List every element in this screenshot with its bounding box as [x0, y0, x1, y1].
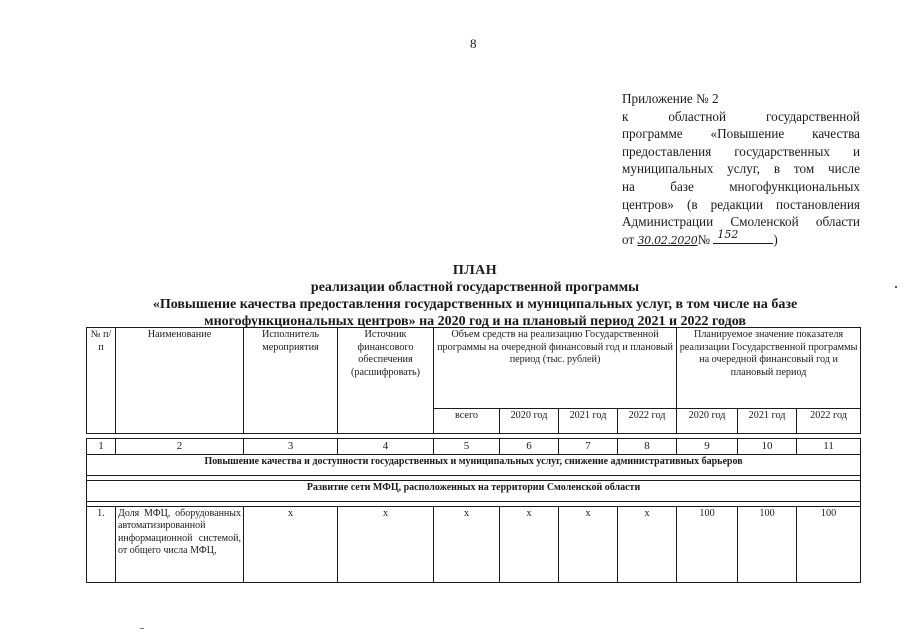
- column-number: 11: [797, 439, 861, 455]
- section-row: [87, 454, 861, 475]
- column-number-row: [87, 439, 861, 455]
- row-funds-2022: x: [618, 506, 677, 582]
- column-number: 10: [738, 439, 797, 455]
- heading-line-4: многофункциональных центров» на 2020 год и на плановый период 2021 и 2022 годов: [204, 314, 746, 329]
- section-title-1: Повышение качества и доступности государственных и муниципальных услуг, снижение административных барьеров: [87, 454, 861, 475]
- column-number: 5: [434, 439, 500, 455]
- header-executor: Исполнитель мероприятия: [244, 328, 338, 434]
- row-total: x: [434, 506, 500, 582]
- number-prefix: №: [697, 231, 711, 247]
- appendix-line: центров» (в редакции постановления: [622, 196, 860, 212]
- header-source: Источник финансового обеспечения (расшифровать): [338, 328, 434, 434]
- row-indicator-2020: 100: [677, 506, 738, 582]
- column-number: 1: [87, 439, 116, 455]
- scan-artifact: [140, 628, 144, 629]
- section-row: [87, 480, 861, 501]
- subheader-cell: 2022 год: [797, 409, 861, 434]
- row-funds-2021: x: [559, 506, 618, 582]
- plan-table: [86, 327, 861, 583]
- appendix-block: [622, 90, 860, 249]
- number-blank: [713, 228, 753, 244]
- row-funds-2020: x: [500, 506, 559, 582]
- subheader-cell: всего: [434, 409, 500, 434]
- heading-line-1: ПЛАН: [452, 263, 498, 278]
- table-row: [87, 506, 861, 582]
- subheader-cell: 2022 год: [618, 409, 677, 434]
- header-name: Наименование: [116, 328, 244, 434]
- row-indicator-2021: 100: [738, 506, 797, 582]
- column-number: 7: [559, 439, 618, 455]
- column-number: 4: [338, 439, 434, 455]
- appendix-signature-line: [622, 228, 860, 250]
- row-indicator-2022: 100: [797, 506, 861, 582]
- page-number: 8: [470, 36, 477, 51]
- appendix-line: муниципальных услуг, в том числе: [622, 161, 860, 177]
- header-num: № п/п: [87, 328, 116, 434]
- column-number: 2: [116, 439, 244, 455]
- handwritten-date: 30.02.2020: [637, 233, 698, 247]
- column-number: 8: [618, 439, 677, 455]
- plan-title: [110, 262, 840, 330]
- subheader-cell: 2021 год: [738, 409, 797, 434]
- subheader-cell: 2021 год: [559, 409, 618, 434]
- column-number: 9: [677, 439, 738, 455]
- column-number: 6: [500, 439, 559, 455]
- table-header-row: [87, 328, 861, 409]
- heading-line-3: «Повышение качества предоставления государственных и муниципальных услуг, в том числе на базе: [152, 297, 798, 312]
- subheader-cell: 2020 год: [677, 409, 738, 434]
- row-executor: x: [244, 506, 338, 582]
- column-number: 3: [244, 439, 338, 455]
- appendix-line: к областной государственной: [622, 108, 860, 124]
- number-underline: [753, 231, 773, 244]
- section-title-2: Развитие сети МФЦ, расположенных на территории Смоленской области: [87, 480, 861, 501]
- date-prefix: от: [622, 231, 635, 247]
- appendix-title: Приложение № 2: [622, 91, 719, 106]
- header-indicator: Планируемое значение показателя реализации Государственной программы на очередной финансовый год и плановый период: [677, 328, 861, 409]
- row-name: Доля МФЦ, оборудованных автоматизированной информационной системой, от общего числа МФЦ,: [116, 506, 244, 582]
- appendix-line: программе «Повышение качества: [622, 126, 860, 142]
- appendix-line: предоставления государственных и: [622, 143, 860, 159]
- appendix-line: Администрации Смоленской области: [622, 214, 860, 230]
- heading-line-2: реализации областной государственной программы: [310, 280, 640, 295]
- close-paren: ): [773, 231, 778, 247]
- row-num: 1.: [87, 506, 116, 582]
- row-source: x: [338, 506, 434, 582]
- header-funds: Объем средств на реализацию Государственной программы на очередной финансовый год и плановый период (тыс. рублей): [434, 328, 677, 409]
- appendix-line: на базе многофункциональных: [622, 178, 860, 194]
- handwritten-number: 152: [717, 228, 739, 242]
- subheader-cell: 2020 год: [500, 409, 559, 434]
- scan-artifact: [895, 286, 897, 288]
